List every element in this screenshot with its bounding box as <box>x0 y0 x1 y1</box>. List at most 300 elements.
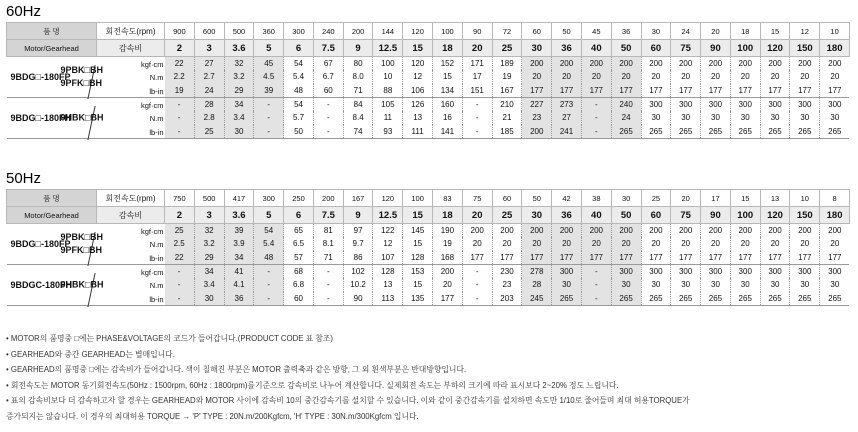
torque-value: 30 <box>820 278 850 292</box>
torque-value: 48 <box>254 251 284 265</box>
torque-value: 30 <box>760 278 790 292</box>
torque-value: 6.8 <box>284 278 314 292</box>
torque-value: 200 <box>581 57 611 71</box>
torque-value: - <box>462 111 492 125</box>
torque-value: 105 <box>373 98 403 112</box>
note-line: • 회전속도는 MOTOR 동기회전속도(50Hz : 1500rpm, 60Hz : 1800rpm)를기준으로 감속비로 나누어 계산합니다. 실제회전 속도는 부하의 크기에 따라 표시보다 2~20% 정도 느립니다. <box>6 380 619 390</box>
gearhead-model: 9PFK□BH <box>60 78 102 88</box>
torque-value: 300 <box>641 265 671 279</box>
torque-value: 278 <box>522 265 552 279</box>
torque-value: 30 <box>760 111 790 125</box>
torque-value: 100 <box>373 57 403 71</box>
torque-value: 20 <box>760 70 790 84</box>
torque-value: 189 <box>492 57 522 71</box>
torque-value: 177 <box>552 84 582 98</box>
torque-value: 74 <box>343 125 373 139</box>
unit-label: N.m <box>149 281 164 291</box>
ratio-cell: 12.5 <box>373 40 403 57</box>
torque-value: 177 <box>730 251 760 265</box>
speed-cell: 10 <box>820 23 850 40</box>
torque-value: 230 <box>492 265 522 279</box>
note-line: • MOTOR의 품명중 □에는 PHASE&VOLTAGE의 코드가 들어갑니다.(PRODUCT CODE 표 참조) <box>6 334 333 343</box>
torque-value: 265 <box>790 292 820 306</box>
torque-value: 10.2 <box>343 278 373 292</box>
torque-value: 273 <box>552 98 582 112</box>
torque-value: 32 <box>194 224 224 238</box>
speed-cell: 30 <box>641 23 671 40</box>
ratio-cell: 50 <box>611 40 641 57</box>
torque-value: 29 <box>224 84 254 98</box>
ratio-cell: 7.5 <box>313 40 343 57</box>
torque-value: 177 <box>462 251 492 265</box>
torque-value: 20 <box>522 70 552 84</box>
torque-value: 90 <box>343 292 373 306</box>
torque-value: 20 <box>701 237 731 251</box>
torque-value: 122 <box>373 224 403 238</box>
speed-cell: 10 <box>790 190 820 207</box>
ratio-cell: 3.6 <box>224 40 254 57</box>
speed-cell: 750 <box>165 190 195 207</box>
torque-value: 3.4 <box>194 278 224 292</box>
torque-value: 34 <box>194 265 224 279</box>
speed-cell: 900 <box>165 23 195 40</box>
speed-label: 회전속도(rpm) <box>97 23 165 40</box>
torque-value: - <box>254 278 284 292</box>
motor-model: 9BDG□-180FP <box>10 239 71 249</box>
torque-value: 265 <box>641 292 671 306</box>
torque-value: 30 <box>701 111 731 125</box>
torque-value: 15 <box>403 278 433 292</box>
section-50hz-title: 50Hz <box>6 170 42 187</box>
torque-value: 300 <box>611 265 641 279</box>
torque-value: 39 <box>254 84 284 98</box>
unit-label: lb-in <box>149 86 164 96</box>
torque-value: 200 <box>462 224 492 238</box>
torque-value: 245 <box>522 292 552 306</box>
torque-value: - <box>254 292 284 306</box>
torque-value: 10 <box>373 70 403 84</box>
torque-value: - <box>581 278 611 292</box>
ratio-cell: 150 <box>790 40 820 57</box>
ratio-cell: 100 <box>730 207 760 224</box>
torque-value: - <box>254 111 284 125</box>
torque-value: 200 <box>790 57 820 71</box>
speed-cell: 100 <box>433 23 463 40</box>
speed-cell: 17 <box>701 190 731 207</box>
torque-value: 177 <box>760 251 790 265</box>
torque-value: 200 <box>433 265 463 279</box>
torque-value: 25 <box>194 125 224 139</box>
torque-value: 13 <box>403 111 433 125</box>
unit-label: kgf·cm <box>141 101 164 110</box>
torque-value: 11 <box>373 111 403 125</box>
torque-value: 50 <box>284 125 314 139</box>
ratio-cell: 7.5 <box>313 207 343 224</box>
torque-row <box>7 57 850 71</box>
speed-label: 회전속도(rpm) <box>97 190 165 207</box>
speed-cell: 13 <box>760 190 790 207</box>
note-line: • GEARHEAD의 품명중 □에는 감속비가 들어갑니다. 색이 칠해진 부분은 MOTOR 출력축과 같은 방향, 그 외 흰색부분은 반대방향입니다. <box>6 365 467 375</box>
speed-cell: 50 <box>522 190 552 207</box>
torque-value: 265 <box>820 125 850 139</box>
ratio-cell: 20 <box>462 207 492 224</box>
motor-gearhead-label: Motor/Gearhead <box>7 40 97 57</box>
ratio-cell: 20 <box>462 40 492 57</box>
torque-value: 6.5 <box>284 237 314 251</box>
torque-value: 20 <box>730 70 760 84</box>
torque-value: - <box>581 292 611 306</box>
torque-value: 29 <box>194 251 224 265</box>
ratio-cell: 25 <box>492 207 522 224</box>
torque-value: 128 <box>373 265 403 279</box>
torque-value: 20 <box>671 237 701 251</box>
torque-value: 34 <box>224 251 254 265</box>
torque-value: 84 <box>343 98 373 112</box>
torque-value: 177 <box>522 84 552 98</box>
torque-value: 3.9 <box>224 237 254 251</box>
torque-value: 16 <box>433 111 463 125</box>
ratio-header-row <box>7 207 850 224</box>
speed-cell: 18 <box>730 23 760 40</box>
torque-value: - <box>462 278 492 292</box>
torque-value: - <box>254 98 284 112</box>
speed-cell: 250 <box>284 190 314 207</box>
ratio-cell: 40 <box>581 207 611 224</box>
gearhead-model-cell <box>60 265 165 306</box>
torque-value: 27 <box>194 57 224 71</box>
section-60hz-title: 60Hz <box>6 3 42 20</box>
speed-cell: 360 <box>254 23 284 40</box>
torque-value: 102 <box>343 265 373 279</box>
ratio-cell: 2 <box>165 207 195 224</box>
speed-cell: 72 <box>492 23 522 40</box>
torque-value: 265 <box>790 125 820 139</box>
speed-cell: 15 <box>730 190 760 207</box>
torque-value: 30 <box>641 278 671 292</box>
torque-value: 20 <box>641 237 671 251</box>
torque-value: 177 <box>790 251 820 265</box>
ratio-cell: 75 <box>671 40 701 57</box>
torque-value: 5.4 <box>254 237 284 251</box>
torque-value: 15 <box>403 237 433 251</box>
unit-label: N.m <box>149 240 164 250</box>
torque-value: - <box>313 111 343 125</box>
torque-value: 113 <box>373 292 403 306</box>
torque-value: 28 <box>522 278 552 292</box>
ratio-header-row <box>7 40 850 57</box>
torque-value: 30 <box>730 111 760 125</box>
torque-value: 36 <box>224 292 254 306</box>
torque-value: 4.5 <box>254 70 284 84</box>
torque-value: 177 <box>581 84 611 98</box>
torque-value: - <box>313 125 343 139</box>
torque-value: 227 <box>522 98 552 112</box>
torque-table-60hz <box>6 22 850 139</box>
torque-value: 12 <box>403 70 433 84</box>
unit-label: N.m <box>149 114 164 124</box>
speed-cell: 20 <box>671 190 701 207</box>
ratio-cell: 36 <box>552 207 582 224</box>
torque-value: 265 <box>552 292 582 306</box>
torque-value: 265 <box>701 292 731 306</box>
torque-value: 30 <box>671 111 701 125</box>
ratio-cell: 5 <box>254 207 284 224</box>
speed-cell: 83 <box>433 190 463 207</box>
speed-cell: 60 <box>492 190 522 207</box>
torque-value: 20 <box>522 237 552 251</box>
torque-value: 30 <box>194 292 224 306</box>
torque-value: 30 <box>730 278 760 292</box>
ratio-cell: 9 <box>343 40 373 57</box>
torque-value: 200 <box>552 57 582 71</box>
speed-cell: 120 <box>403 23 433 40</box>
torque-value: 265 <box>701 125 731 139</box>
speed-cell: 200 <box>313 190 343 207</box>
torque-value: 265 <box>671 292 701 306</box>
torque-value: - <box>581 265 611 279</box>
torque-value: 54 <box>284 57 314 71</box>
torque-value: 30 <box>671 278 701 292</box>
torque-value: 177 <box>641 251 671 265</box>
torque-value: 22 <box>165 57 195 71</box>
torque-value: 5.7 <box>284 111 314 125</box>
torque-value: 88 <box>373 84 403 98</box>
torque-value: 200 <box>522 224 552 238</box>
torque-value: 20 <box>730 237 760 251</box>
gearhead-model-cell <box>60 57 165 98</box>
torque-value: 167 <box>492 84 522 98</box>
speed-cell: 45 <box>581 23 611 40</box>
speed-cell: 300 <box>254 190 284 207</box>
torque-value: 265 <box>820 292 850 306</box>
torque-value: 128 <box>403 251 433 265</box>
torque-value: 177 <box>760 84 790 98</box>
torque-value: - <box>313 292 343 306</box>
ratio-cell: 50 <box>611 207 641 224</box>
torque-value: 265 <box>730 125 760 139</box>
torque-value: 177 <box>671 84 701 98</box>
torque-value: - <box>462 292 492 306</box>
torque-value: 200 <box>760 224 790 238</box>
torque-value: - <box>165 111 195 125</box>
torque-value: 185 <box>492 125 522 139</box>
note-line: 증가되지는 않습니다. 이 경우의 최대허용 TORQUE → 'P' TYPE : 20N.m/200Kgfcm, 'H' TYPE : 30N.m/300Kgfcm 입니다. <box>6 411 419 421</box>
torque-value: 151 <box>462 84 492 98</box>
speed-cell: 60 <box>522 23 552 40</box>
torque-value: 20 <box>790 237 820 251</box>
torque-value: 177 <box>701 84 731 98</box>
speed-cell: 8 <box>820 190 850 207</box>
torque-value: 30 <box>790 278 820 292</box>
torque-value: 71 <box>313 251 343 265</box>
ratio-cell: 36 <box>552 40 582 57</box>
torque-value: - <box>254 265 284 279</box>
torque-value: 200 <box>641 57 671 71</box>
torque-value: 177 <box>730 84 760 98</box>
torque-value: 111 <box>403 125 433 139</box>
ratio-cell: 12.5 <box>373 207 403 224</box>
torque-value: 177 <box>611 84 641 98</box>
ratio-cell: 15 <box>403 207 433 224</box>
torque-value: - <box>165 98 195 112</box>
torque-value: 86 <box>343 251 373 265</box>
ratio-cell: 120 <box>760 40 790 57</box>
unit-label: lb-in <box>149 253 164 263</box>
torque-value: - <box>462 265 492 279</box>
ratio-cell: 3.6 <box>224 207 254 224</box>
torque-value: 20 <box>760 237 790 251</box>
torque-value: 200 <box>552 224 582 238</box>
torque-value: 300 <box>820 265 850 279</box>
torque-value: 3.4 <box>224 111 254 125</box>
torque-value: 190 <box>433 224 463 238</box>
speed-header-row <box>7 23 850 40</box>
torque-value: 20 <box>641 70 671 84</box>
torque-value: 200 <box>730 224 760 238</box>
torque-value: 19 <box>433 237 463 251</box>
torque-value: 30 <box>790 111 820 125</box>
torque-table-50hz <box>6 189 850 306</box>
torque-value: - <box>581 98 611 112</box>
torque-value: 20 <box>820 70 850 84</box>
torque-value: 67 <box>313 57 343 71</box>
ratio-cell: 9 <box>343 207 373 224</box>
torque-value: 2.2 <box>165 70 195 84</box>
torque-value: 68 <box>284 265 314 279</box>
torque-value: 200 <box>522 57 552 71</box>
note-line: • GEARHEAD와 중간 GEARHEAD는 별매입니다. <box>6 349 175 359</box>
torque-row <box>7 98 850 112</box>
model-label: 품 명 <box>7 23 97 40</box>
torque-value: 177 <box>581 251 611 265</box>
torque-value: 34 <box>224 98 254 112</box>
torque-value: 126 <box>403 98 433 112</box>
torque-value: - <box>254 125 284 139</box>
torque-value: 93 <box>373 125 403 139</box>
torque-value: 97 <box>343 224 373 238</box>
torque-value: 41 <box>224 265 254 279</box>
ratio-cell: 25 <box>492 40 522 57</box>
torque-value: 177 <box>492 251 522 265</box>
ratio-cell: 40 <box>581 40 611 57</box>
torque-value: 30 <box>820 111 850 125</box>
ratio-cell: 18 <box>433 207 463 224</box>
torque-value: 45 <box>254 57 284 71</box>
torque-value: 12 <box>373 237 403 251</box>
torque-value: 4.1 <box>224 278 254 292</box>
torque-value: 20 <box>790 70 820 84</box>
torque-value: 19 <box>492 70 522 84</box>
torque-value: 200 <box>671 224 701 238</box>
torque-value: 17 <box>462 70 492 84</box>
torque-value: 200 <box>701 57 731 71</box>
speed-header-row <box>7 190 850 207</box>
torque-value: 265 <box>641 125 671 139</box>
torque-value: 168 <box>433 251 463 265</box>
speed-cell: 417 <box>224 190 254 207</box>
torque-value: 20 <box>492 237 522 251</box>
torque-value: 57 <box>284 251 314 265</box>
notes <box>6 331 854 425</box>
torque-value: 300 <box>790 98 820 112</box>
torque-value: - <box>313 265 343 279</box>
torque-value: 5.4 <box>284 70 314 84</box>
torque-value: 15 <box>433 70 463 84</box>
torque-value: 200 <box>611 224 641 238</box>
torque-value: 25 <box>165 224 195 238</box>
torque-value: 141 <box>433 125 463 139</box>
torque-value: 60 <box>284 292 314 306</box>
torque-value: 300 <box>730 265 760 279</box>
torque-value: 300 <box>701 98 731 112</box>
ratio-cell: 30 <box>522 207 552 224</box>
torque-value: 6.7 <box>313 70 343 84</box>
speed-cell: 144 <box>373 23 403 40</box>
ratio-cell: 90 <box>701 207 731 224</box>
torque-value: 24 <box>611 111 641 125</box>
torque-value: 20 <box>552 237 582 251</box>
gearhead-model-cell <box>60 98 165 139</box>
torque-value: 30 <box>224 125 254 139</box>
torque-value: 30 <box>611 278 641 292</box>
ratio-cell: 15 <box>403 40 433 57</box>
torque-value: 200 <box>611 57 641 71</box>
torque-value: 23 <box>492 278 522 292</box>
torque-value: 177 <box>701 251 731 265</box>
torque-value: 20 <box>701 70 731 84</box>
torque-value: 39 <box>224 224 254 238</box>
torque-value: 32 <box>224 57 254 71</box>
torque-value: 177 <box>820 251 850 265</box>
torque-value: 300 <box>552 265 582 279</box>
torque-value: 20 <box>611 70 641 84</box>
torque-value: 28 <box>194 98 224 112</box>
torque-value: 20 <box>581 237 611 251</box>
ratio-cell: 3 <box>194 40 224 57</box>
torque-value: 22 <box>165 251 195 265</box>
motor-model: 9BDG□-180FH <box>10 113 71 123</box>
speed-cell: 30 <box>611 190 641 207</box>
torque-value: 177 <box>820 84 850 98</box>
torque-value: 2.7 <box>194 70 224 84</box>
torque-value: 21 <box>492 111 522 125</box>
ratio-cell: 3 <box>194 207 224 224</box>
ratio-cell: 5 <box>254 40 284 57</box>
torque-value: 8.4 <box>343 111 373 125</box>
torque-value: 200 <box>790 224 820 238</box>
torque-value: 300 <box>641 98 671 112</box>
gearhead-model: 9HBK□BH <box>60 279 104 290</box>
motor-gearhead-label: Motor/Gearhead <box>7 207 97 224</box>
torque-value: - <box>165 125 195 139</box>
torque-value: 300 <box>760 98 790 112</box>
torque-value: - <box>165 265 195 279</box>
speed-cell: 500 <box>194 190 224 207</box>
torque-value: 200 <box>522 125 552 139</box>
ratio-label: 감속비 <box>97 40 165 57</box>
ratio-cell: 30 <box>522 40 552 57</box>
unit-label: lb-in <box>149 127 164 137</box>
ratio-cell: 60 <box>641 207 671 224</box>
torque-value: - <box>165 278 195 292</box>
speed-cell: 36 <box>611 23 641 40</box>
torque-value: 265 <box>760 292 790 306</box>
torque-value: 177 <box>641 84 671 98</box>
ratio-cell: 120 <box>760 207 790 224</box>
ratio-cell: 100 <box>730 40 760 57</box>
torque-value: - <box>165 292 195 306</box>
gearhead-model: 9PBK□BH <box>60 232 103 242</box>
